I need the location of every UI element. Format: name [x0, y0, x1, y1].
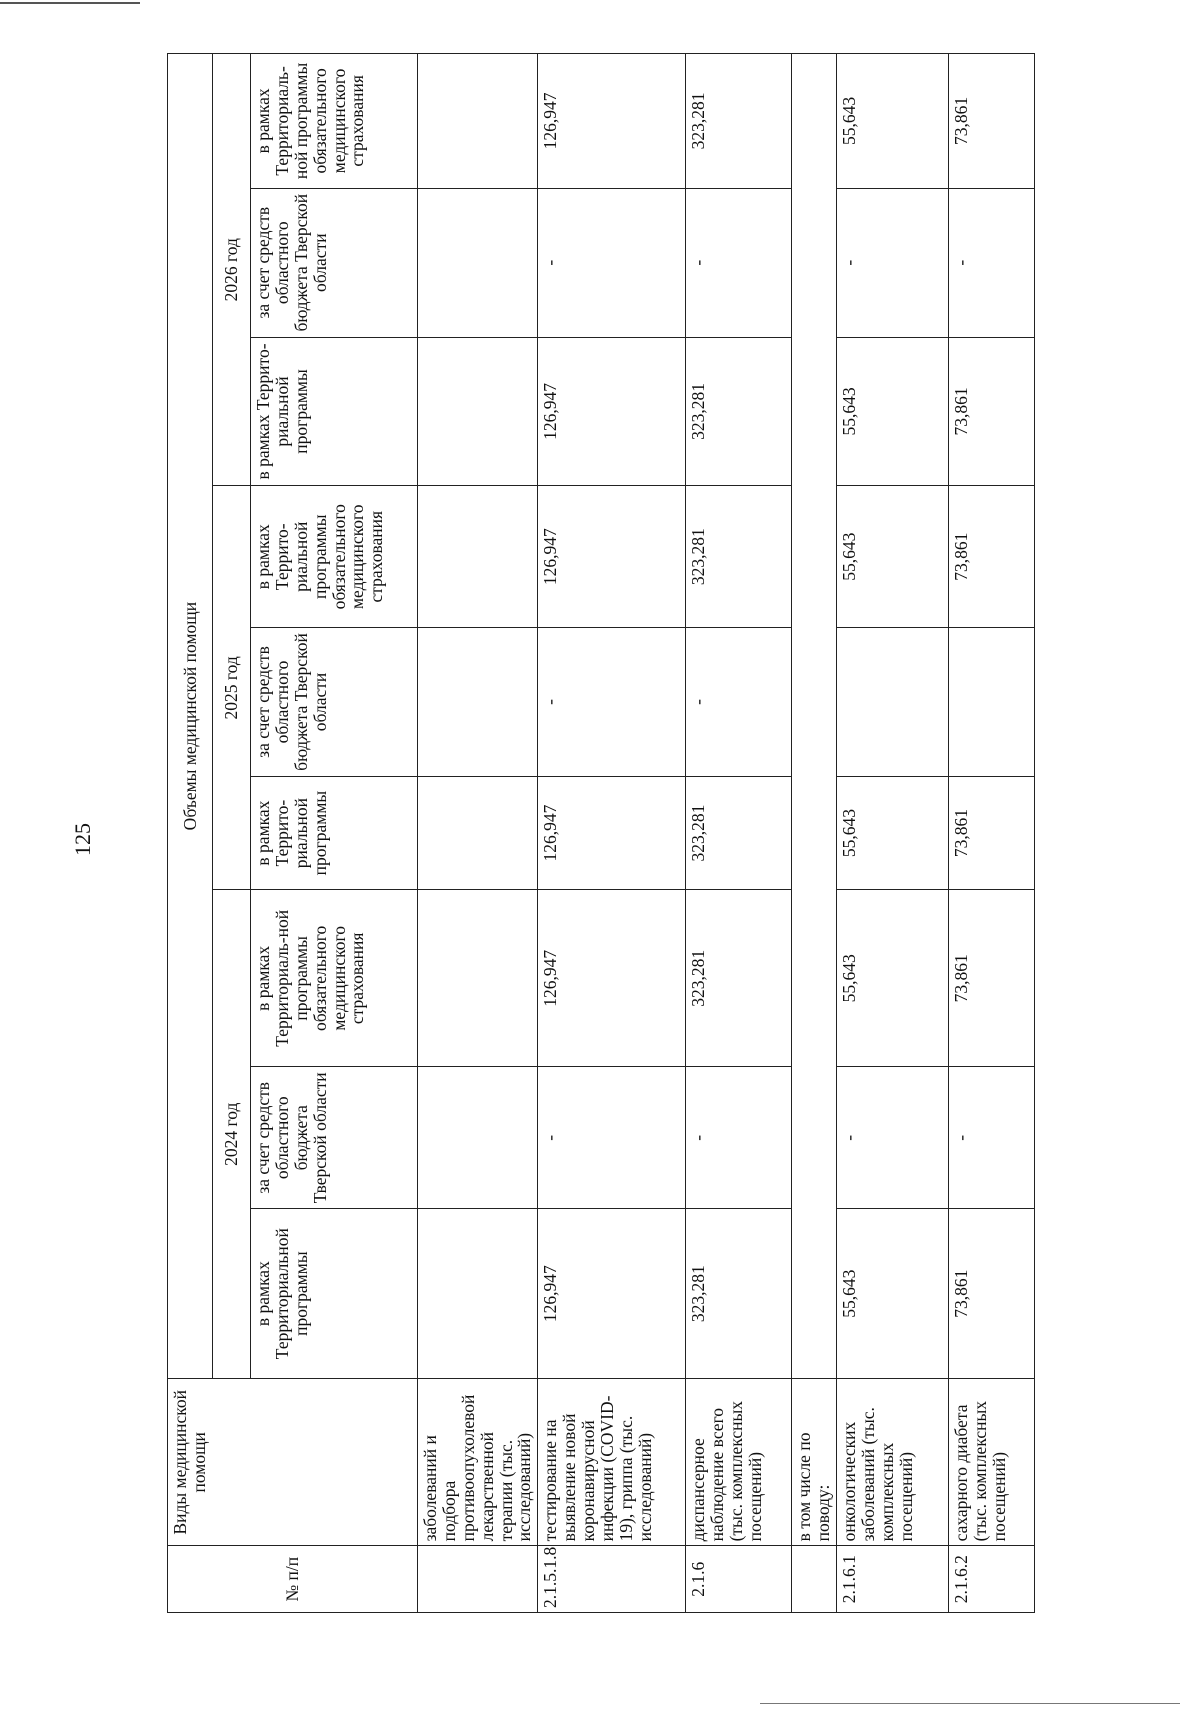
- cell-2025-regional-budget: [949, 628, 1035, 777]
- header-2024-territorial: в рамках Территориальной программы: [251, 1209, 418, 1379]
- row-name: в том числе по поводу:: [792, 1379, 837, 1546]
- header-2026-territorial: в рамках Террито-риальной программы: [251, 337, 418, 486]
- cell-2025-oms: 55,643: [837, 486, 949, 628]
- table-header: [168, 54, 418, 1613]
- cell-2025-territorial: 323,281: [686, 776, 792, 889]
- cell-2024-oms: 126,947: [538, 890, 686, 1067]
- cell-2026-oms: 73,861: [949, 54, 1035, 189]
- table-row: [686, 54, 792, 1613]
- row-name: онкологических заболеваний (тыс. комплексных посещений): [837, 1379, 949, 1546]
- row-number: 2.1.6.2: [949, 1546, 1035, 1613]
- cell-2026-oms: 55,643: [837, 54, 949, 189]
- cell-2026-territorial: 323,281: [686, 337, 792, 486]
- cell-2024-oms: [418, 890, 538, 1067]
- row-number: [792, 1546, 837, 1613]
- header-year-2026: 2026 год: [213, 54, 251, 486]
- cell-2026-regional-budget: -: [538, 188, 686, 337]
- table-row: [837, 54, 949, 1613]
- section-empty: [792, 54, 837, 1379]
- header-volumes: Объемы медицинской помощи: [168, 54, 213, 1379]
- cell-2025-regional-budget: -: [538, 628, 686, 777]
- header-2024-regional-budget: за счет средств областного бюджета Тверской области: [251, 1067, 418, 1209]
- cell-2025-oms: 73,861: [949, 486, 1035, 628]
- cell-2026-territorial: 55,643: [837, 337, 949, 486]
- header-2026-regional-budget: за счет средств областного бюджета Тверской области: [251, 188, 418, 337]
- cell-2024-territorial: 126,947: [538, 1209, 686, 1379]
- cell-2025-oms: [418, 486, 538, 628]
- cell-2025-regional-budget: -: [686, 628, 792, 777]
- header-2026-oms: в рамках Территориаль-ной программы обязательного медицинского страхования: [251, 54, 418, 189]
- table-sheet: [167, 53, 1167, 1613]
- cell-2025-oms: 126,947: [538, 486, 686, 628]
- row-name: диспансерное наблюдение всего (тыс. комплексных посещений): [686, 1379, 792, 1546]
- row-number: 2.1.6.1: [837, 1546, 949, 1613]
- row-number: 2.1.6: [686, 1546, 792, 1613]
- cell-2024-regional-budget: -: [686, 1067, 792, 1209]
- cell-2026-territorial: [418, 337, 538, 486]
- cell-2025-territorial: 73,861: [949, 776, 1035, 889]
- cell-2024-regional-budget: [418, 1067, 538, 1209]
- cell-2024-territorial: 323,281: [686, 1209, 792, 1379]
- cell-2026-oms: [418, 54, 538, 189]
- cell-2026-oms: 323,281: [686, 54, 792, 189]
- medical-volumes-table: [167, 53, 1035, 1613]
- cell-2025-territorial: 126,947: [538, 776, 686, 889]
- header-number: № п/п: [168, 1546, 418, 1613]
- header-types: Виды медицинской помощи: [168, 1379, 418, 1546]
- scan-artifact-line: [760, 1703, 1180, 1704]
- cell-2026-regional-budget: -: [949, 188, 1035, 337]
- cell-2024-regional-budget: -: [949, 1067, 1035, 1209]
- scan-artifact-line: [0, 2, 140, 4]
- cell-2026-regional-budget: [418, 188, 538, 337]
- table-row: [949, 54, 1035, 1613]
- cell-2025-territorial: [418, 776, 538, 889]
- header-2025-oms: в рамках Террито-риальной программы обязательного медицинского страхования: [251, 486, 418, 628]
- header-2025-territorial: в рамках Террито-риальной программы: [251, 776, 418, 889]
- page-number: 125: [70, 823, 95, 856]
- row-name: тестирование на выявление новой коронавирусной инфекции (COVID-19), гриппа (тыс. исследований): [538, 1379, 686, 1546]
- table-row: [418, 54, 538, 1613]
- table-row: [538, 54, 686, 1613]
- cell-2025-oms: 323,281: [686, 486, 792, 628]
- cell-2026-oms: 126,947: [538, 54, 686, 189]
- cell-2026-regional-budget: -: [686, 188, 792, 337]
- cell-2024-territorial: 73,861: [949, 1209, 1035, 1379]
- cell-2024-territorial: [418, 1209, 538, 1379]
- row-number: 2.1.5.1.8: [538, 1546, 686, 1613]
- cell-2025-regional-budget: [837, 628, 949, 777]
- cell-2024-oms: 55,643: [837, 890, 949, 1067]
- table-body: [418, 54, 1035, 1613]
- table-row-section: [792, 54, 837, 1613]
- row-name: сахарного диабета (тыс. комплексных посещений): [949, 1379, 1035, 1546]
- row-name: заболеваний и подбора противоопухолевой лекарственной терапии (тыс. исследований): [418, 1379, 538, 1546]
- header-2024-oms: в рамках Территориаль-ной программы обязательного медицинского страхования: [251, 890, 418, 1067]
- cell-2026-territorial: 73,861: [949, 337, 1035, 486]
- cell-2024-oms: 323,281: [686, 890, 792, 1067]
- cell-2025-regional-budget: [418, 628, 538, 777]
- cell-2025-territorial: 55,643: [837, 776, 949, 889]
- cell-2024-oms: 73,861: [949, 890, 1035, 1067]
- row-number: [418, 1546, 538, 1613]
- cell-2026-regional-budget: -: [837, 188, 949, 337]
- cell-2024-territorial: 55,643: [837, 1209, 949, 1379]
- header-year-2025: 2025 год: [213, 486, 251, 890]
- header-year-2024: 2024 год: [213, 890, 251, 1379]
- cell-2026-territorial: 126,947: [538, 337, 686, 486]
- cell-2024-regional-budget: -: [837, 1067, 949, 1209]
- header-2025-regional-budget: за счет средств областного бюджета Тверской области: [251, 628, 418, 777]
- cell-2024-regional-budget: -: [538, 1067, 686, 1209]
